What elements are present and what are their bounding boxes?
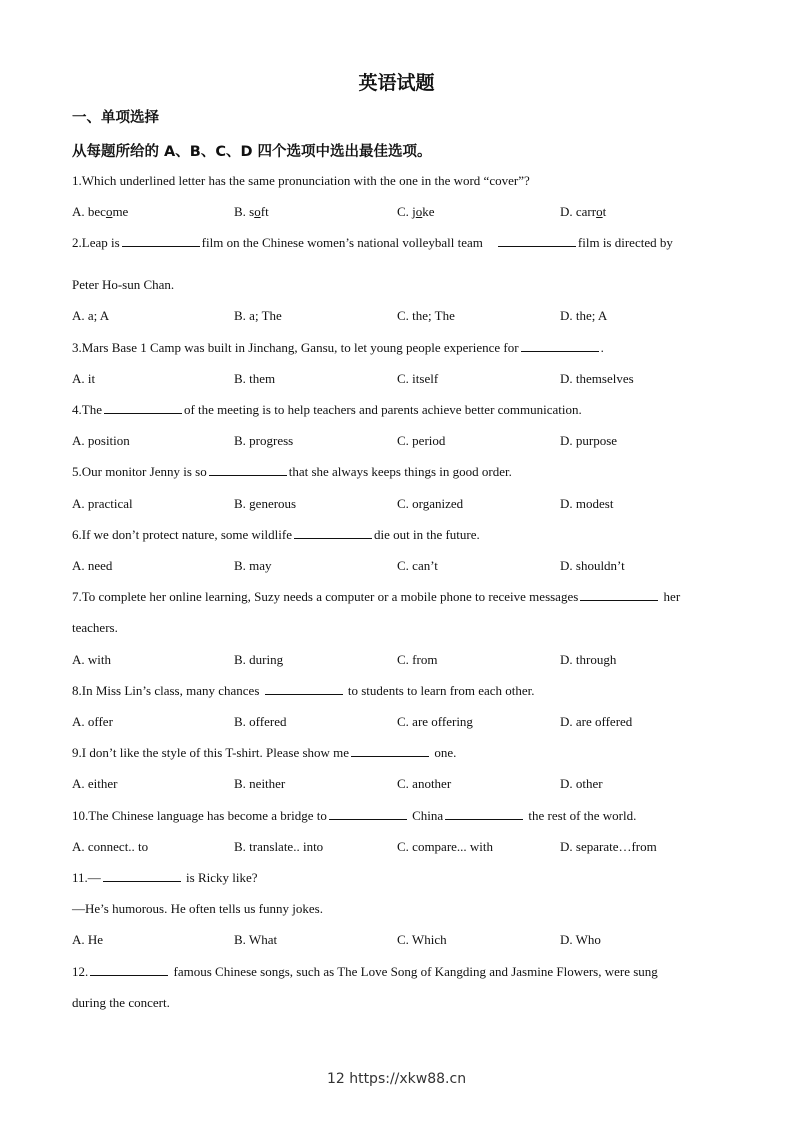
q5-option-a: A. practical xyxy=(72,496,133,511)
question-7: 7.To complete her online learning, Suzy needs a computer or a mobile phone to receive messages her xyxy=(72,589,681,604)
q8-option-b: B. offered xyxy=(234,714,287,729)
q8-option-c: C. are offering xyxy=(397,714,473,729)
q3-option-c: C. itself xyxy=(397,371,439,386)
q6-option-c: C. can’t xyxy=(397,558,438,573)
q9-option-b: B. neither xyxy=(234,776,286,791)
q6-option-d: D. shouldn’t xyxy=(560,558,625,573)
q1-option-d: D. carrot xyxy=(560,204,607,219)
q7-option-d: D. through xyxy=(560,652,617,667)
q9-option-c: C. another xyxy=(397,776,452,791)
q7-option-a: A. with xyxy=(72,652,111,667)
question-6: 6.If we don’t protect nature, some wildlife die out in the future. xyxy=(72,527,480,542)
question-1: 1.Which underlined letter has the same pronunciation with the one in the word “cover”? xyxy=(72,173,530,188)
page-footer: 12 https://xkw88.cn xyxy=(326,1071,467,1087)
q11-option-c: C. Which xyxy=(397,932,447,947)
instruction-text: 从每题所给的 A、B、C、D 四个选项中选出最佳选项。 xyxy=(72,144,432,160)
q4-option-c: C. period xyxy=(397,433,446,448)
q8-option-d: D. are offered xyxy=(560,714,633,729)
q1-option-c: C. joke xyxy=(397,204,435,219)
question-12-line-2: during the concert. xyxy=(72,995,170,1010)
q2-option-d: D. the; A xyxy=(560,308,608,323)
question-5: 5.Our monitor Jenny is so that she always keeps things in good order. xyxy=(72,464,512,479)
q7-option-b: B. during xyxy=(234,652,284,667)
q5-option-c: C. organized xyxy=(397,496,464,511)
q9-option-a: A. either xyxy=(72,776,118,791)
q5-option-d: D. modest xyxy=(560,496,614,511)
q11-option-b: B. What xyxy=(234,932,278,947)
question-3: 3.Mars Base 1 Camp was built in Jinchang, Gansu, to let young people experience for . xyxy=(72,340,604,355)
q6-option-a: A. need xyxy=(72,558,113,573)
page-title: 英语试题 xyxy=(358,72,435,94)
q4-option-b: B. progress xyxy=(234,433,294,448)
question-10: 10.The Chinese language has become a bridge to China the rest of the world. xyxy=(72,808,637,823)
section-heading: 一、单项选择 xyxy=(72,110,159,126)
question-12: 12. famous Chinese songs, such as The Love Song of Kangding and Jasmine Flowers, were sung xyxy=(72,964,658,979)
question-4: 4.The of the meeting is to help teachers and parents achieve better communication. xyxy=(72,402,582,417)
q7-option-c: C. from xyxy=(397,652,438,667)
q6-option-b: B. may xyxy=(234,558,272,573)
q1-option-a: A. become xyxy=(72,204,129,219)
q10-option-a: A. connect.. to xyxy=(72,839,149,854)
question-2: 2.Leap is film on the Chinese women’s national volleyball team film is directed by xyxy=(72,235,673,250)
q10-option-c: C. compare... with xyxy=(397,839,494,854)
q10-option-d: D. separate…from xyxy=(560,839,657,854)
question-7-line-2: teachers. xyxy=(72,620,118,635)
q2-option-c: C. the; The xyxy=(397,308,455,323)
q1-option-b: B. soft xyxy=(234,204,269,219)
q9-option-d: D. other xyxy=(560,776,603,791)
q3-option-d: D. themselves xyxy=(560,371,634,386)
q10-option-b: B. translate.. into xyxy=(234,839,324,854)
q4-option-d: D. purpose xyxy=(560,433,618,448)
q11-option-a: A. He xyxy=(72,932,104,947)
question-11-line-2: —He’s humorous. He often tells us funny jokes. xyxy=(72,901,323,916)
q2-option-a: A. a; A xyxy=(72,308,110,323)
q11-option-d: D. Who xyxy=(560,932,601,947)
q2-option-b: B. a; The xyxy=(234,308,282,323)
question-11: 11.— is Ricky like? xyxy=(72,870,258,885)
q8-option-a: A. offer xyxy=(72,714,113,729)
q3-option-a: A. it xyxy=(72,371,96,386)
q4-option-a: A. position xyxy=(72,433,130,448)
question-9: 9.I don’t like the style of this T-shirt. Please show me one. xyxy=(72,745,457,760)
question-2-line-2: Peter Ho-sun Chan. xyxy=(72,277,175,292)
question-8: 8.In Miss Lin’s class, many chances to students to learn from each other. xyxy=(72,683,535,698)
q3-option-b: B. them xyxy=(234,371,276,386)
q5-option-b: B. generous xyxy=(234,496,297,511)
